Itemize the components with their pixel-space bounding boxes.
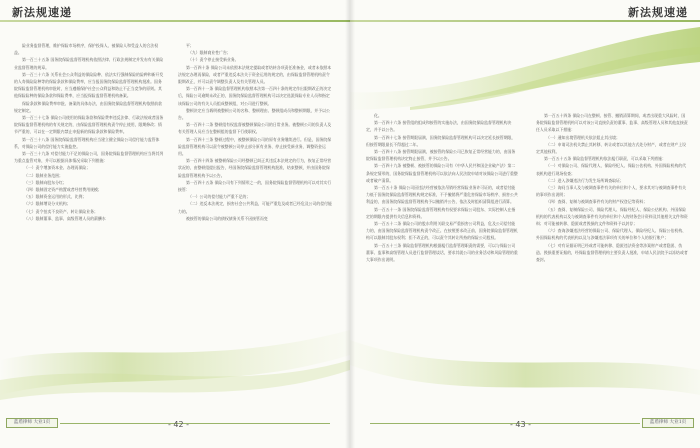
paragraph: （六）限制增设分支机构； bbox=[24, 201, 71, 207]
paragraph: 保险条款和保险费率审批、备案的具体办法，由国务院保险监督管理机构依照前款规定制定。 bbox=[14, 100, 163, 113]
right-footer-tab: 蓝盾律师 大业1页 bbox=[642, 418, 694, 428]
paragraph: （四）查阅、复制与被调查事件有关的财产权登记等资料； bbox=[546, 199, 648, 205]
paragraph: 第一百四十条 保险公司未依照本法规定提取或者结转各项责任准备金，或者未依照本法规定办理再保险，或者严重违反本法关于资金运用的规定的，由保险监督管理机构责令限期改正，并可以责令调整负责人及有关管理人员。 bbox=[178, 64, 332, 85]
paragraph: （十）责令停止接受新业务。 bbox=[188, 57, 239, 63]
paragraph: （五）限制资金运用的形式、比例； bbox=[24, 194, 87, 200]
paragraph: 第一百四十五条 保险公司有下列情形之一的，国务院保险监督管理机构可以对其实行接管： bbox=[178, 179, 332, 193]
paragraph: （九）限制商业性广告； bbox=[188, 50, 231, 56]
paragraph: 第一百四十四条 被整顿保险公司经整顿已纠正其违反本法规定的行为，恢复正常经营状况的，由整顿组提出报告，经国务院保险监督管理机构批准，结束整顿，并由国务院保险监督管理机构予以公告。 bbox=[178, 158, 332, 178]
paragraph: 第一百四十六条 接管组的组成和接管的实施办法，由国务院保险监督管理机构决定，并予以公告。 bbox=[366, 120, 512, 133]
page-gutter-shadow bbox=[345, 0, 355, 448]
paragraph: （二）申请司法机关禁止其转移、转让或者以其他方式处分财产，或者在财产上设定其他权利。 bbox=[536, 141, 687, 155]
paragraph: 整顿决定应当载明被整顿公司的名称、整顿理由、整顿组成员和整顿期限，并予以公告。 bbox=[178, 107, 330, 121]
paragraph: 第一百三十六条 关系社会公众利益的保险险种、依法实行强制保险的险种和新开发的人寿保险险种等的保险条款和保险费率，应当报国务院保险监督管理机构批准。国务院保险监督管理机构审批时，应当遵循保护社会公众利益和防止不正当竞争的原则。其他保险险种的保险条款和保险费率，应当报保险监督管理机构备案。 bbox=[14, 71, 164, 99]
paragraph: 第一百三十八条 国务院保险监督管理机构应当建立健全保险公司偿付能力监管体系，对保险公司的偿付能力实施监控。 bbox=[14, 136, 160, 149]
right-header bbox=[350, 0, 700, 22]
right-header-rule bbox=[350, 20, 700, 22]
paragraph: （七）对有证据证明已经或者可能转移、隐匿违法资金等涉案财产或者隐匿、伪造、毁损重要证据的，经保险监督管理机构主要负责人批准，申请人民法院予以冻结或者查封。 bbox=[536, 242, 688, 263]
paragraph: 第一百三十七条 保险公司使用的保险条款和保险费率违反法律、行政法规或者国务院保险监督管理机构的有关规定的，由保险监督管理机构责令停止使用，限期修改；情节严重的，可以在一定期限内禁止申报新的保险条款和保险费率。 bbox=[14, 115, 164, 135]
paragraph: 化。 bbox=[374, 113, 382, 118]
paragraph: （四）限制固定资产购置或者经营费用规模； bbox=[24, 187, 102, 193]
left-header bbox=[0, 0, 350, 22]
right-column-1 bbox=[366, 112, 518, 263]
paragraph: 第一百五十四条 保险公司在整顿、接管、撤销清算期间，或者出现重大风险时，国务院保险监督管理机构可以对该公司直接负责的董事、监事、高级管理人员和其他直接责任人员采取以下措施： bbox=[536, 113, 688, 133]
paragraph: 第一百五十一条 国务院保险监督管理机构有权要求保险公司股东、实际控制人在指定的期限内提供有关信息和资料。 bbox=[366, 206, 516, 219]
right-column-2 bbox=[536, 112, 688, 263]
paragraph: 第一百四十三条 整顿过程中，被整顿保险公司的原有业务继续进行。但是，国务院保险监督管理机构可以责令被整顿公司停止部分原有业务、停止接受新业务，调整资金运用。 bbox=[178, 136, 332, 157]
paragraph: 第一百四十一条 保险监督管理机构依照本法第一百四十条的规定作出限期改正的决定后，保险公司逾期未改正的，国务院保险监督管理机构可以决定选派保险专业人员和指定该保险公司的有关人员组成整顿组，对公司进行整顿。 bbox=[178, 86, 332, 106]
left-footer-rule bbox=[60, 423, 330, 424]
paragraph: 第一百五十二条 保险公司的股东利用关联交易严重损害公司利益，危及公司偿付能力的，由国务院保险监督管理机构责令改正。在按照要求改正前，国务院保险监督管理机构可以限制其股东权利；拒不改正的，可以责令其转让所持的保险公司股权。 bbox=[366, 221, 518, 241]
paragraph: （一）通知出境管理机关依法阻止其出境； bbox=[546, 134, 620, 140]
paragraph: 第一百五十五条 保险监督管理机构依法履行职责，可以采取下列措施： bbox=[544, 156, 666, 162]
paragraph: 第一百三十五条 国务院保险监督管理机构依照法律、行政法规制定并发布有关保险业监督管理的规章。 bbox=[14, 57, 164, 70]
left-column-1 bbox=[14, 42, 164, 222]
paragraph: 第一百三十九条 对偿付能力不足的保险公司，国务院保险监督管理机构应当将其列为重点监管对象，并可以根据具体情况采取下列措施： bbox=[14, 151, 164, 164]
left-page-number: - 42 - bbox=[168, 420, 190, 429]
paragraph: 第一百四十八条 接管期限届满，被接管的保险公司已恢复正常经营能力的，由国务院保险监督管理机构决定终止接管，并予以公告。 bbox=[366, 149, 516, 162]
paragraph: （一）公司的偿付能力严重不足的； bbox=[188, 194, 251, 200]
paragraph: 被接管的保险公司的债权债务关系不因接管而变 bbox=[186, 215, 268, 221]
right-top-swoosh bbox=[350, 22, 700, 112]
paragraph: （五）查阅、复制保险公司、保险代理人、保险经纪人、保险公估机构、外国保险机构的代表机构以及与被调查事件有关的单位和个人的财务会计资料及其他相关文件和资料；对可能被转移、隐匿或者毁损的文件和资料予以封存； bbox=[536, 206, 688, 227]
paragraph: （六）查询涉嫌违法经营的保险公司、保险代理人、保险经纪人、保险公估机构、外国保险机构的代表机构以及与涉嫌违法事项有关的单位和个人的银行账户； bbox=[536, 228, 687, 241]
right-page bbox=[350, 0, 700, 448]
paragraph: （二）违反本法规定，损害社会公共利益，可能严重危及或者已经危及公司的偿付能力的。 bbox=[178, 201, 332, 214]
paragraph: 平； bbox=[186, 43, 194, 48]
left-column-2 bbox=[178, 42, 332, 222]
right-header-title: 新法规速递 bbox=[628, 6, 688, 19]
paragraph: 第一百五十三条 保险监督管理机构根据履行监督管理职责的需要，可以与保险公司董事、监事和高级管理人员进行监督管理谈话，要求其就公司的业务活动和风险管理的重大事项作出说明。 bbox=[366, 242, 518, 263]
left-header-title: 新法规速递 bbox=[12, 6, 72, 19]
right-footer-rule bbox=[370, 423, 640, 424]
left-footer-tab: 蓝盾律师 大业1页 bbox=[6, 418, 58, 428]
right-page-number: - 43 - bbox=[510, 420, 532, 429]
paragraph: （三）询问当事人及与被调查事件有关的单位和个人，要求其对与被调查事件有关的事项作出说明； bbox=[536, 185, 687, 198]
paragraph: （三）限制向股东分红； bbox=[24, 179, 67, 185]
paragraph: 第一百四十七条 接管期限届满，国务院保险监督管理机构可以决定延长接管期限，但接管期限最长不得超过二年。 bbox=[366, 134, 516, 147]
paragraph: 第一百五十条 保险公司因违法经营被依法吊销经营保险业务许可证的，或者偿付能力低于国务院保险监督管理机构规定标准，不予撤销将严重危害保险市场秩序、损害公共利益的，由国务院保险监督管理机构予以撤销并公告，依法及时组织清算组进行清算。 bbox=[366, 185, 518, 205]
paragraph: （七）责令拍卖不良资产、转让保险业务； bbox=[24, 208, 98, 214]
paragraph: 险业务监督管理，维护保险市场秩序，保护投保人、被保险人和受益人的合法权益。 bbox=[14, 43, 159, 56]
paragraph: （一）责令增加资本金、办理再保险； bbox=[24, 165, 91, 171]
paragraph: 第一百四十九条 被整顿、被接管的保险公司有《中华人民共和国企业破产法》第二条规定情形的，国务院保险监督管理机构可以依法向人民法院申请对该保险公司进行重整或者破产清算。 bbox=[366, 163, 518, 183]
paragraph: 第一百四十二条 整顿组有权监督被整顿保险公司的日常业务。被整顿公司的负责人及有关管理人员应当在整顿组的监督下行使职权。 bbox=[178, 122, 332, 135]
paragraph: （二）进入涉嫌违法行为发生场所调查取证； bbox=[546, 177, 624, 183]
left-header-rule bbox=[0, 20, 350, 22]
paragraph: （一）对保险公司、保险代理人、保险经纪人、保险公估机构、外国保险机构的代表机构进行现场检查； bbox=[536, 163, 687, 176]
paragraph: （八）限制董事、监事、高级管理人员的薪酬水 bbox=[24, 215, 106, 221]
paragraph: （二）限制业务范围； bbox=[24, 172, 63, 178]
